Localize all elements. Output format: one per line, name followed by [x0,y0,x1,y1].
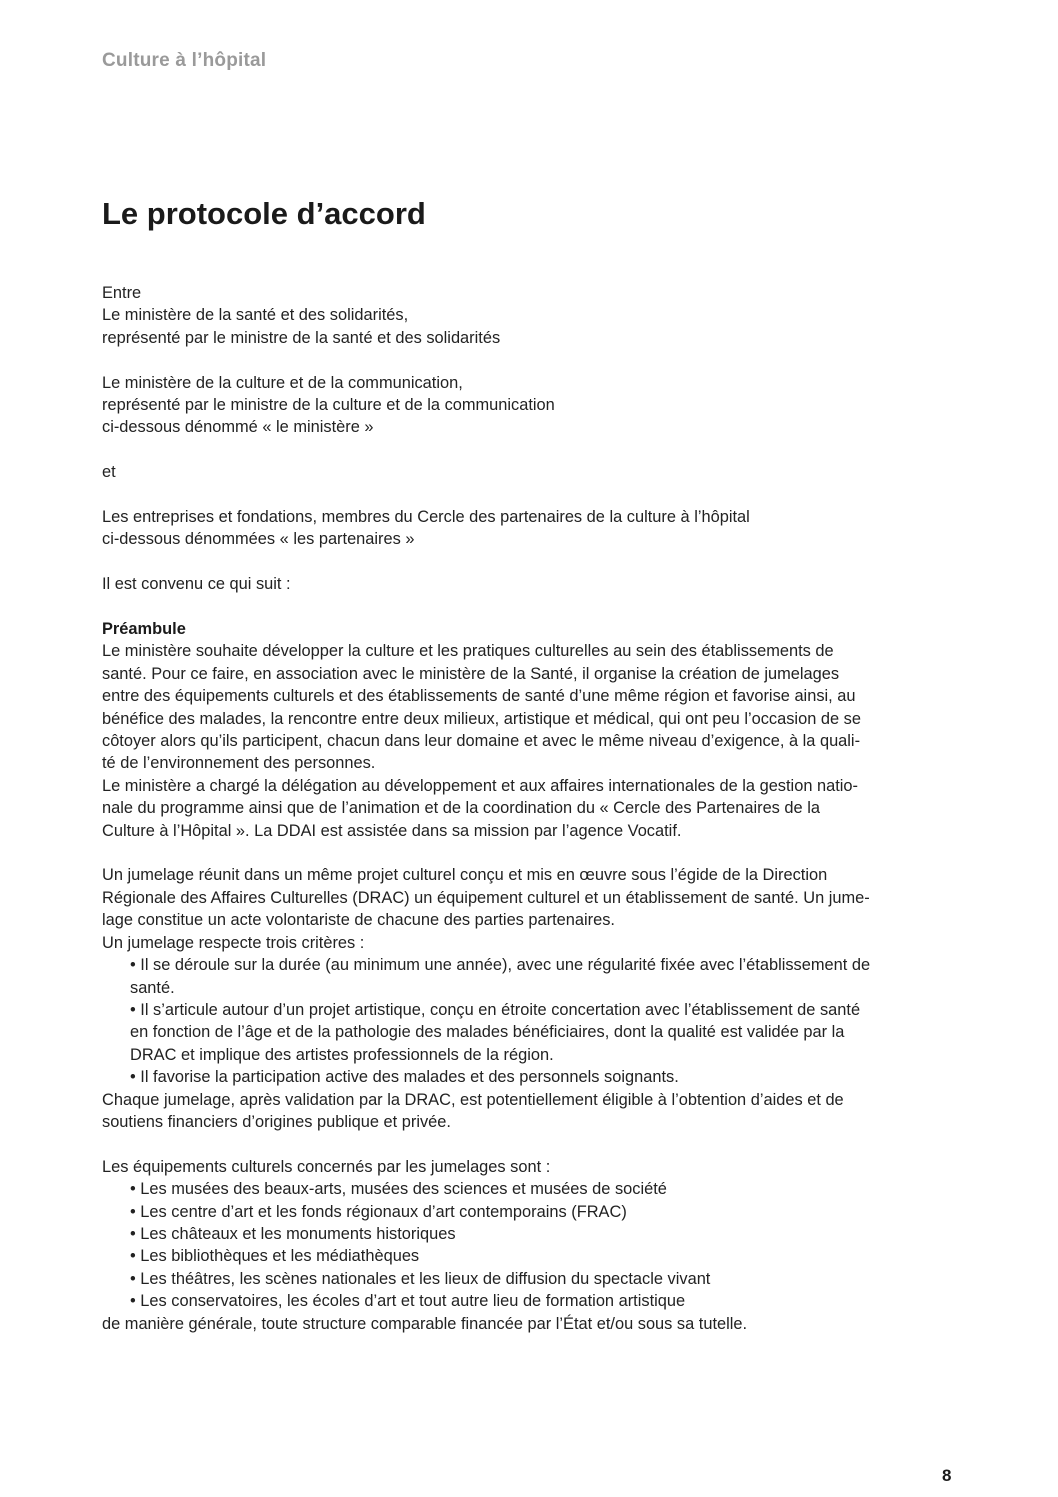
preambule-p1-line: entre des équipements culturels et des établissements de santé d’une même région et favorise ainsi, au [102,687,856,706]
equipment-item: • Les musées des beaux-arts, musées des sciences et musées de société [130,1180,667,1199]
conjunction-et: et [102,463,116,482]
criteria-intro: Un jumelage respecte trois critères : [102,933,365,952]
agreement-line: Il est convenu ce qui suit : [102,575,291,594]
culture-ministry-line: Le ministère de la culture et de la communication, [102,373,463,392]
preambule-p3-line: Un jumelage réunit dans un même projet culturel conçu et mis en œuvre sous l’égide de la Direction [102,866,828,885]
equipment-item: • Les centre d’art et les fonds régionaux d’art contemporains (FRAC) [130,1202,627,1221]
partners-line: Les entreprises et fondations, membres du Cercle des partenaires de la culture à l’hôpital [102,508,750,527]
preambule-p2-line: Le ministère a chargé la délégation au développement et aux affaires internationales de la gestion natio- [102,776,858,795]
criterion-item: • Il favorise la participation active des malades et des personnels soignants. [130,1068,679,1087]
preambule-p3-line: Régionale des Affaires Culturelles (DRAC) un équipement culturel et un établissement de santé. Un jume- [102,888,870,907]
running-head: Culture à l’hôpital [102,50,267,71]
preambule-p2-line: Culture à l’Hôpital ». La DDAI est assistée dans sa mission par l’agence Vocatif. [102,821,682,840]
sante-ministry-line: Le ministère de la santé et des solidarités, [102,306,409,325]
preambule-p1-line: côtoyer alors qu’ils participent, chacun dans leur domaine et avec le même niveau d’exigence, à la quali- [102,732,861,751]
closing-line: de manière générale, toute structure comparable financée par l’État et/ou sous sa tutelle. [102,1314,748,1333]
funding-line: soutiens financiers d’origines publique et privée. [102,1112,451,1131]
equipments-intro: Les équipements culturels concernés par les jumelages sont : [102,1157,551,1176]
preambule-p1-line: té de l’environnement des personnes. [102,754,376,773]
parties-intro: Entre [102,284,142,302]
preambule-p2-line: nale du programme ainsi que de l’animation et de la coordination du « Cercle des Partenaires de la [102,799,820,818]
criterion-item: • Il se déroule sur la durée (au minimum une année), avec une régularité fixée avec l’établissement de [130,956,871,975]
equipment-item: • Les théâtres, les scènes nationales et les lieux de diffusion du spectacle vivant [130,1269,711,1288]
document-body [102,282,962,1335]
criterion-continuation: en fonction de l’âge et de la pathologie des malades bénéficiaires, dont la qualité est validée par la [130,1023,845,1042]
equipment-item: • Les bibliothèques et les médiathèques [130,1247,420,1266]
preambule-heading: Préambule [102,620,186,639]
culture-denomination-line: ci-dessous dénommé « le ministère » [102,418,374,437]
partners-denomination-line: ci-dessous dénommées « les partenaires » [102,530,415,549]
page-title: Le protocole d’accord [102,196,426,231]
sante-representative-line: représenté par le ministre de la santé et des solidarités [102,328,501,347]
criterion-continuation: DRAC et implique des artistes professionnels de la région. [130,1045,554,1064]
culture-representative-line: représenté par le ministre de la culture et de la communication [102,396,555,415]
funding-line: Chaque jumelage, après validation par la DRAC, est potentiellement éligible à l’obtention d’aides et de [102,1090,844,1109]
page-number: 8 [942,1466,952,1485]
preambule-p1-line: Le ministère souhaite développer la culture et les pratiques culturelles au sein des établissements de [102,642,834,661]
preambule-p3-line: lage constitue un acte volontariste de chacune des parties partenaires. [102,911,615,930]
preambule-p1-line: bénéfice des malades, la rencontre entre deux milieux, artistique et médical, qui ont peu l’occasion de se [102,709,861,728]
criterion-item: • Il s’articule autour d’un projet artistique, conçu en étroite concertation avec l’établissement de santé [130,1000,861,1019]
preambule-p1-line: santé. Pour ce faire, en association avec le ministère de la Santé, il organise la création de jumelages [102,664,840,683]
criterion-continuation: santé. [130,978,175,997]
equipment-item: • Les châteaux et les monuments historiques [130,1224,456,1243]
equipment-item: • Les conservatoires, les écoles d’art et tout autre lieu de formation artistique [130,1292,686,1311]
